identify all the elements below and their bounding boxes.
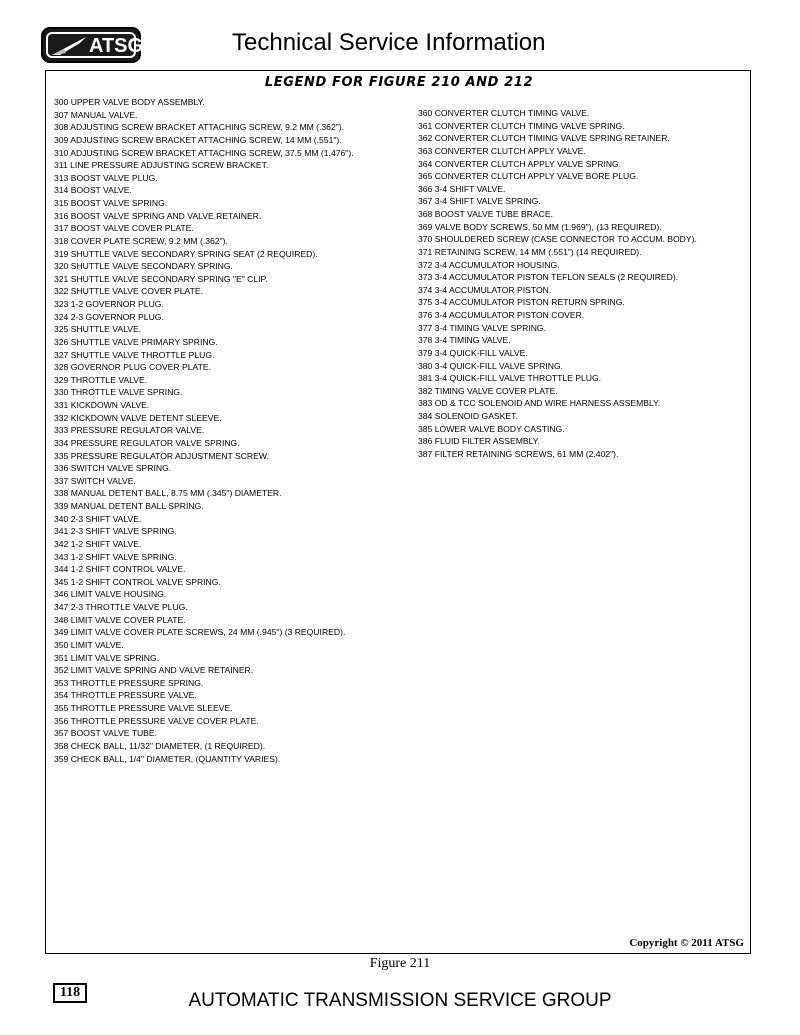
legend-item: 328 GOVERNOR PLUG COVER PLATE.	[54, 362, 211, 373]
legend-item: 366 3-4 SHIFT VALVE.	[418, 183, 506, 194]
legend-item: 365 CONVERTER CLUTCH APPLY VALVE BORE PLUG.	[418, 171, 639, 182]
legend-item: 368 BOOST VALVE TUBE BRACE.	[418, 209, 554, 219]
legend-item: 361 CONVERTER CLUTCH TIMING VALVE SPRING.	[418, 120, 625, 131]
legend-item: 382 TIMING VALVE COVER PLATE.	[418, 385, 558, 396]
legend-item: 344 1-2 SHIFT CONTROL VALVE.	[54, 564, 186, 575]
copyright-notice: Copyright © 2011 ATSG	[629, 937, 744, 949]
legend-item: 384 SOLENOID GASKET.	[418, 411, 518, 421]
legend-item: 339 MANUAL DETENT BALL SPRING.	[54, 501, 204, 511]
legend-item: 340 2-3 SHIFT VALVE.	[54, 513, 142, 524]
legend-item: 324 2-3 GOVERNOR PLUG.	[54, 311, 164, 322]
figure-caption: Figure 211	[369, 956, 431, 971]
legend-item: 315 BOOST VALVE SPRING.	[54, 198, 168, 208]
legend-item: 310 ADJUSTING SCREW BRACKET ATTACHING SCREW, 37.5 MM (1.476").	[54, 147, 354, 158]
legend-item: 333 PRESSURE REGULATOR VALVE.	[54, 425, 205, 436]
legend-item: 387 FILTER RETAINING SCREWS, 61 MM (2.402").	[418, 448, 619, 459]
legend-item: 329 THROTTLE VALVE.	[54, 374, 148, 385]
legend-item: 320 SHUTTLE VALVE SECONDARY SPRING.	[54, 261, 233, 272]
footer-text: AUTOMATIC TRANSMISSION SERVICE GROUP	[188, 990, 612, 1011]
legend-item: 349 LIMIT VALVE COVER PLATE SCREWS, 24 MM (.945") (3 REQUIRED).	[54, 627, 346, 638]
legend-item: 318 COVER PLATE SCREW, 9.2 MM (.362").	[54, 235, 228, 246]
legend-item: 330 THROTTLE VALVE SPRING.	[54, 387, 183, 398]
legend-item: 372 3-4 ACCUMULATOR HOUSING.	[418, 259, 560, 270]
legend-item: 311 LINE PRESSURE ADJUSTING SCREW BRACKET.	[54, 160, 269, 171]
legend-item: 357 BOOST VALVE TUBE.	[54, 728, 158, 739]
legend-item: 362 CONVERTER CLUTCH TIMING VALVE SPRING RETAINER.	[418, 133, 670, 144]
legend-item: 313 BOOST VALVE PLUG.	[54, 172, 158, 183]
legend-item: 314 BOOST VALVE.	[54, 185, 132, 196]
legend-item: 317 BOOST VALVE COVER PLATE.	[54, 223, 194, 234]
wing-icon	[50, 35, 88, 59]
legend-item: 371 RETAINING SCREW, 14 MM (.551") (14 REQUIRED).	[418, 246, 642, 257]
legend-item: 364 CONVERTER CLUTCH APPLY VALVE SPRING.	[418, 158, 622, 169]
legend-item: 355 THROTTLE PRESSURE VALVE SLEEVE.	[54, 703, 233, 713]
legend-right-column	[418, 107, 697, 461]
legend-item: 347 2-3 THROTTLE VALVE PLUG.	[54, 602, 188, 612]
legend-item: 351 LIMIT VALVE SPRING.	[54, 652, 160, 663]
legend-item: 316 BOOST VALVE SPRING AND VALVE RETAINER.	[54, 210, 262, 221]
legend-item: 353 THROTTLE PRESSURE SPRING.	[54, 677, 204, 688]
legend-item: 348 LIMIT VALVE COVER PLATE.	[54, 614, 186, 625]
page-number: 118	[53, 983, 87, 1003]
legend-item: 359 CHECK BALL, 1/4" DIAMETER, (QUANTITY VARIES).	[54, 753, 281, 764]
legend-item: 308 ADJUSTING SCREW BRACKET ATTACHING SCREW, 9.2 MM (.362").	[54, 122, 345, 133]
legend-item: 332 KICKDOWN VALVE DETENT SLEEVE.	[54, 412, 222, 423]
legend-item: 363 CONVERTER CLUTCH APPLY VALVE.	[418, 145, 586, 156]
legend-item: 377 3-4 TIMING VALVE SPRING.	[418, 322, 546, 333]
legend-item: 319 SHUTTLE VALVE SECONDARY SPRING SEAT (2 REQUIRED).	[54, 248, 318, 259]
legend-item: 360 CONVERTER CLUTCH TIMING VALVE.	[418, 108, 590, 118]
legend-item: 323 1-2 GOVERNOR PLUG.	[54, 299, 164, 309]
legend-item: 350 LIMIT VALVE.	[54, 639, 124, 650]
legend-item: 309 ADJUSTING SCREW BRACKET ATTACHING SCREW, 14 MM (.551").	[54, 134, 342, 145]
legend-item: 369 VALVE BODY SCREWS, 50 MM (1.969"), (13 REQUIRED).	[418, 221, 662, 232]
legend-item: 322 SHUTTLE VALVE COVER PLATE.	[54, 286, 204, 297]
legend-item: 383 OD & TCC SOLENOID AND WIRE HARNESS ASSEMBLY.	[418, 398, 661, 409]
legend-item: 300 UPPER VALVE BODY ASSEMBLY.	[54, 97, 205, 107]
legend-item: 375 3-4 ACCUMULATOR PISTON RETURN SPRING.	[418, 297, 625, 308]
legend-item: 358 CHECK BALL, 11/32" DIAMETER, (1 REQUIRED).	[54, 740, 266, 751]
legend-item: 380 3-4 QUICK-FILL VALVE SPRING.	[418, 360, 564, 371]
legend-title: LEGEND FOR FIGURE 210 AND 212	[264, 75, 534, 90]
legend-item: 354 THROTTLE PRESSURE VALVE.	[54, 690, 197, 701]
legend-item: 373 3-4 ACCUMULATOR PISTON TEFLON SEALS (2 REQUIRED).	[418, 272, 679, 283]
legend-item: 379 3-4 QUICK-FILL VALVE.	[418, 347, 528, 358]
legend-left-column	[54, 96, 354, 765]
legend-item: 345 1-2 SHIFT CONTROL VALVE SPRING.	[54, 576, 221, 587]
legend-item: 334 PRESSURE REGULATOR VALVE SPRING.	[54, 437, 240, 448]
legend-frame	[45, 70, 751, 954]
legend-item: 321 SHUTTLE VALVE SECONDARY SPRING "E" CLIP.	[54, 273, 268, 284]
legend-item: 307 MANUAL VALVE.	[54, 109, 138, 120]
page-title: Technical Service Information	[232, 29, 546, 56]
legend-item: 337 SWITCH VALVE.	[54, 475, 136, 486]
legend-item: 335 PRESSURE REGULATOR ADJUSTMENT SCREW.	[54, 450, 269, 461]
legend-item: 374 3-4 ACCUMULATOR PISTON.	[418, 284, 552, 295]
legend-item: 378 3-4 TIMING VALVE.	[418, 335, 511, 346]
legend-item: 376 3-4 ACCUMULATOR PISTON COVER.	[418, 310, 585, 320]
legend-item: 327 SHUTTLE VALVE THROTTLE PLUG.	[54, 349, 215, 360]
legend-item: 341 2-3 SHIFT VALVE SPRING.	[54, 526, 177, 537]
legend-item: 385 LOWER VALVE BODY CASTING.	[418, 423, 565, 434]
legend-item: 343 1-2 SHIFT VALVE SPRING.	[54, 551, 177, 562]
legend-item: 326 SHUTTLE VALVE PRIMARY SPRING.	[54, 336, 218, 347]
legend-item: 342 1-2 SHIFT VALVE.	[54, 538, 142, 549]
legend-item: 367 3-4 SHIFT VALVE SPRING.	[418, 196, 541, 207]
logo-text: ATSG	[89, 35, 144, 57]
legend-item: 338 MANUAL DETENT BALL, 8.75 MM (.345") DIAMETER.	[54, 488, 282, 499]
legend-item: 386 FLUID FILTER ASSEMBLY.	[418, 436, 540, 447]
legend-item: 381 3-4 QUICK-FILL VALVE THROTTLE PLUG.	[418, 373, 602, 384]
legend-item: 331 KICKDOWN VALVE.	[54, 400, 150, 410]
legend-item: 370 SHOULDERED SCREW (CASE CONNECTOR TO ACCUM. BODY).	[418, 234, 697, 245]
legend-item: 336 SWITCH VALVE SPRING.	[54, 463, 172, 474]
legend-item: 346 LIMIT VALVE HOUSING.	[54, 589, 167, 600]
legend-item: 356 THROTTLE PRESSURE VALVE COVER PLATE.	[54, 715, 259, 726]
legend-item: 352 LIMIT VALVE SPRING AND VALVE RETAINER.	[54, 665, 254, 676]
legend-item: 325 SHUTTLE VALVE.	[54, 324, 142, 335]
atsg-logo	[41, 27, 144, 63]
